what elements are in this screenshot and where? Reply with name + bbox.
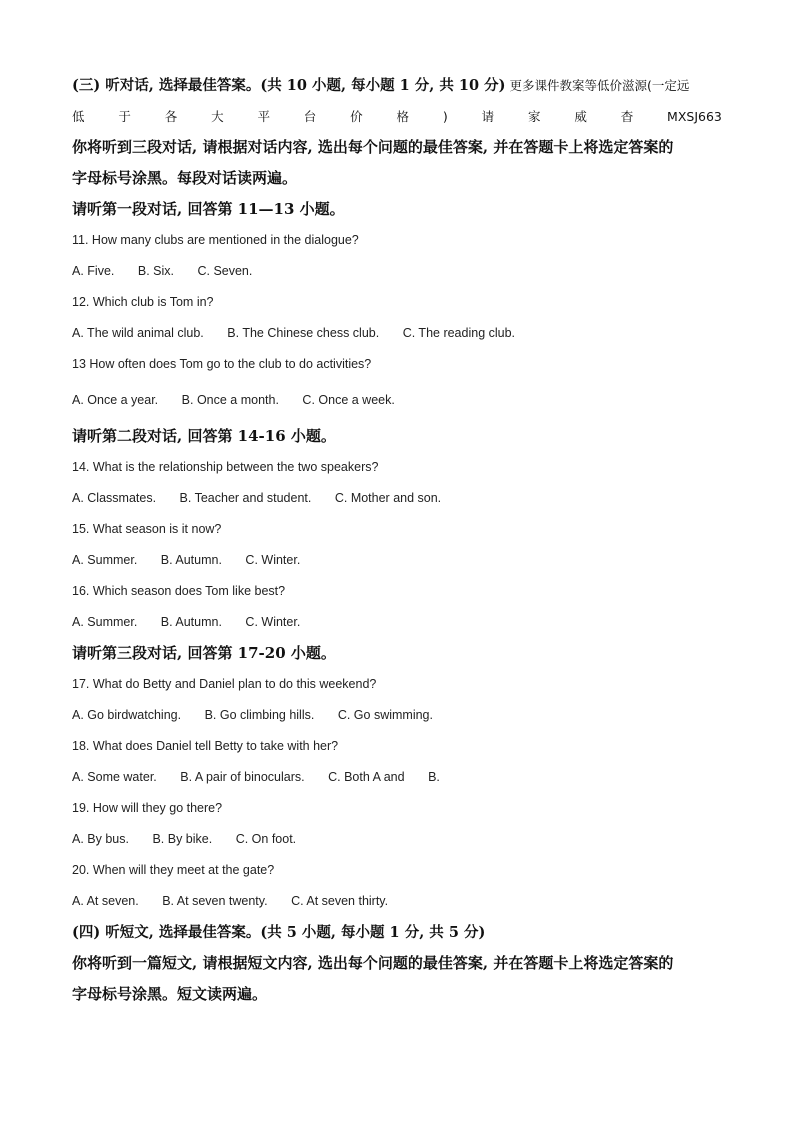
option-b: B. Teacher and student. [179,491,312,505]
option-a: A. Go birdwatching. [72,708,182,722]
option-c: C. Winter. [245,615,301,629]
question-19: 19. How will they go there? [72,801,223,815]
option-c-continued: B. [428,770,440,784]
dialogue1-heading: 请听第一段对话, 回答第 11—13 小题。 [72,200,345,218]
option-a: A. At seven. [72,894,139,908]
question-13: 13 How often does Tom go to the club to do activities? [72,357,372,371]
ad-line: 低 于 各 大 平 台 价 格 ) 请 家 威 杳 MXSJ663 [72,109,722,124]
option-a: A. The wild animal club. [72,326,204,340]
question-14: 14. What is the relationship between the two speakers? [72,460,379,474]
question-15-options [72,545,722,576]
section3-instruction-2: 字母标号涂黑。每段对话读两遍。 [72,169,298,187]
question-18: 18. What does Daniel tell Betty to take with her? [72,739,339,753]
option-b: B. By bike. [152,832,213,846]
option-a: A. By bus. [72,832,129,846]
question-20: 20. When will they meet at the gate? [72,863,275,877]
option-b: B. Autumn. [160,553,222,567]
section3-heading: (三) 听对话, 选择最佳答案。(共 10 小题, 每小题 1 分, 共 10 分) [72,77,506,94]
question-11-options [72,256,722,287]
option-a: A. Classmates. [72,491,157,505]
option-c: C. Winter. [245,553,301,567]
option-b: B. Go climbing hills. [204,708,315,722]
question-13-options [72,380,722,421]
dialogue3-heading: 请听第三段对话, 回答第 17-20 小题。 [72,644,336,662]
option-b: B. Autumn. [160,615,222,629]
section4-instruction-2: 字母标号涂黑。短文读两遍。 [72,985,268,1003]
ad-text: 更多课件教案等低价滋源(一定远 [509,78,690,93]
question-12-options [72,318,722,349]
option-b: B. Six. [137,264,174,278]
question-18-options [72,762,722,793]
question-12: 12. Which club is Tom in? [72,295,214,309]
option-c: C. Both A and [328,770,405,784]
option-c: C. The reading club. [402,326,516,340]
option-c: C. Once a week. [302,393,395,407]
option-b: B. A pair of binoculars. [180,770,305,784]
option-a: A. Five. [72,264,115,278]
question-17: 17. What do Betty and Daniel plan to do this weekend? [72,677,377,691]
question-19-options [72,824,722,855]
option-c: C. Mother and son. [334,491,442,505]
section3-instruction-1: 你将听到三段对话, 请根据对话内容, 选出每个问题的最佳答案, 并在答题卡上将选定答案的 [72,138,674,156]
option-a: A. Summer. [72,553,138,567]
question-14-options [72,483,722,514]
option-a: A. Summer. [72,615,138,629]
option-c: C. On foot. [235,832,297,846]
option-c: C. Go swimming. [337,708,433,722]
option-b: B. Once a month. [181,393,279,407]
option-b: B. At seven twenty. [162,894,268,908]
option-c: C. Seven. [197,264,253,278]
question-17-options [72,700,722,731]
section4-heading: (四) 听短文, 选择最佳答案。(共 5 小题, 每小题 1 分, 共 5 分) [72,924,486,941]
question-15: 15. What season is it now? [72,522,222,536]
section3-heading-line [72,70,722,101]
question-16: 16. Which season does Tom like best? [72,584,286,598]
dialogue2-heading: 请听第二段对话, 回答第 14-16 小题。 [72,427,336,445]
exam-page [72,70,722,1010]
option-a: A. Some water. [72,770,157,784]
question-11: 11. How many clubs are mentioned in the dialogue? [72,233,359,247]
option-b: B. The Chinese chess club. [227,326,380,340]
question-16-options [72,607,722,638]
question-20-options [72,886,722,917]
section4-instruction-1: 你将听到一篇短文, 请根据短文内容, 选出每个问题的最佳答案, 并在答题卡上将选定答案的 [72,954,674,972]
option-c: C. At seven thirty. [291,894,389,908]
option-a: A. Once a year. [72,393,159,407]
